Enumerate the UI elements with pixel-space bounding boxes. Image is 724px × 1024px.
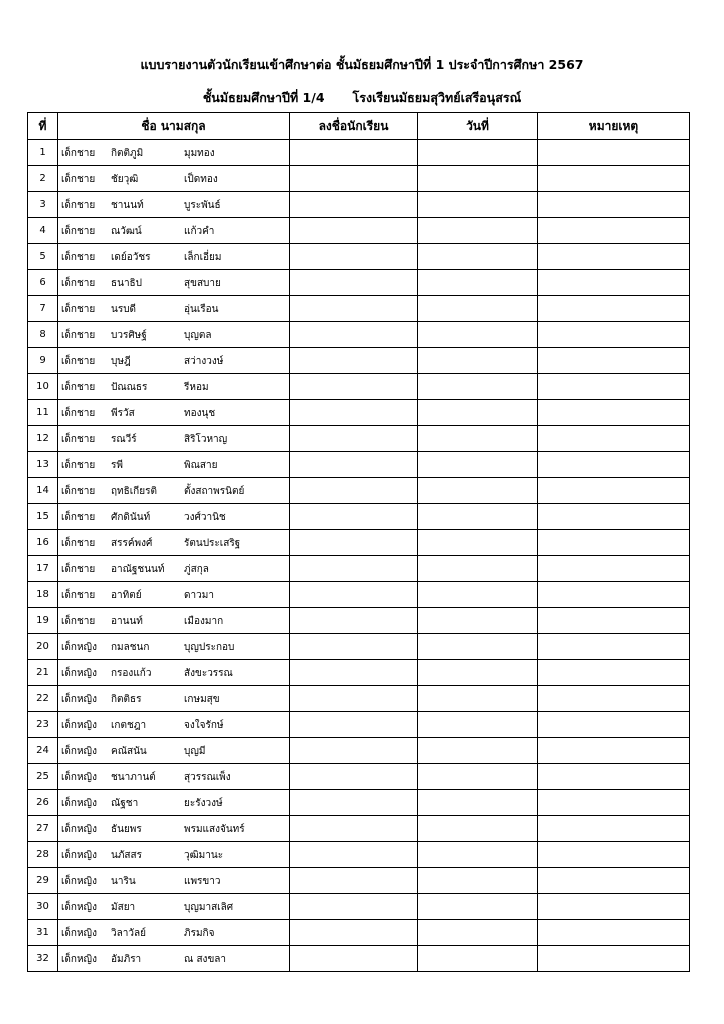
date-cell[interactable] <box>418 764 538 790</box>
date-cell[interactable] <box>418 192 538 218</box>
signature-cell[interactable] <box>290 686 418 712</box>
date-cell[interactable] <box>418 790 538 816</box>
date-cell[interactable] <box>418 946 538 972</box>
date-cell[interactable] <box>418 868 538 894</box>
row-number: 18 <box>28 582 58 608</box>
last-name: สุวรรณเพ็ง <box>184 772 231 783</box>
table-row <box>28 322 690 348</box>
remark-cell[interactable] <box>538 400 690 426</box>
name-prefix: เด็กชาย <box>61 590 96 601</box>
signature-cell[interactable] <box>290 504 418 530</box>
name-prefix: เด็กหญิง <box>61 902 97 913</box>
student-name-cell <box>58 894 290 920</box>
name-prefix: เด็กชาย <box>61 512 96 523</box>
date-cell[interactable] <box>418 348 538 374</box>
first-name: กรองแก้ว <box>111 668 152 679</box>
name-prefix: เด็กหญิง <box>61 876 97 887</box>
student-name-cell <box>58 322 290 348</box>
student-name-cell <box>58 556 290 582</box>
first-name: ชัยวุฒิ <box>111 174 139 185</box>
student-name-cell <box>58 868 290 894</box>
row-number: 30 <box>28 894 58 920</box>
student-name-cell <box>58 218 290 244</box>
last-name: ยะรังวงษ์ <box>184 798 223 809</box>
student-name-cell <box>58 478 290 504</box>
report-subtitle <box>0 88 724 108</box>
student-name-cell <box>58 166 290 192</box>
row-number: 16 <box>28 530 58 556</box>
remark-cell[interactable] <box>538 166 690 192</box>
last-name: อุ่นเรือน <box>184 304 219 315</box>
table-row <box>28 504 690 530</box>
signature-cell[interactable] <box>290 140 418 166</box>
remark-cell[interactable] <box>538 270 690 296</box>
first-name: เดย์อวัชร <box>111 252 151 263</box>
remark-cell[interactable] <box>538 244 690 270</box>
first-name: สรรค์พงศ์ <box>111 538 153 549</box>
remark-cell[interactable] <box>538 608 690 634</box>
signature-cell[interactable] <box>290 426 418 452</box>
table-row <box>28 296 690 322</box>
student-name-cell <box>58 374 290 400</box>
first-name: ชานนท์ <box>111 200 144 211</box>
name-prefix: เด็กหญิง <box>61 954 97 965</box>
last-name: บุญประกอบ <box>184 642 235 653</box>
row-number: 20 <box>28 634 58 660</box>
school-name: โรงเรียนมัธยมสุวิทย์เสรีอนุสรณ์ <box>352 90 522 105</box>
table-row <box>28 660 690 686</box>
remark-cell[interactable] <box>538 920 690 946</box>
first-name: วิลาวัลย์ <box>111 928 146 939</box>
signature-cell[interactable] <box>290 634 418 660</box>
last-name: เกษมสุข <box>184 694 220 705</box>
last-name: ตั้งสถาพรนิตย์ <box>184 486 245 497</box>
table-row <box>28 738 690 764</box>
signature-cell[interactable] <box>290 946 418 972</box>
last-name: ณ สงขลา <box>184 954 227 965</box>
first-name: คณัสนัน <box>111 746 147 757</box>
table-row <box>28 452 690 478</box>
table-row <box>28 920 690 946</box>
signature-cell[interactable] <box>290 816 418 842</box>
table-row <box>28 270 690 296</box>
signature-cell[interactable] <box>290 270 418 296</box>
student-name-cell <box>58 686 290 712</box>
last-name: เมืองมาก <box>184 616 224 627</box>
remark-cell[interactable] <box>538 504 690 530</box>
header-remark: หมายเหตุ <box>538 113 690 140</box>
remark-cell[interactable] <box>538 686 690 712</box>
row-number: 5 <box>28 244 58 270</box>
date-cell[interactable] <box>418 244 538 270</box>
student-name-cell <box>58 608 290 634</box>
remark-cell[interactable] <box>538 322 690 348</box>
student-name-cell <box>58 660 290 686</box>
signature-cell[interactable] <box>290 348 418 374</box>
remark-cell[interactable] <box>538 738 690 764</box>
table-row <box>28 478 690 504</box>
signature-cell[interactable] <box>290 582 418 608</box>
name-prefix: เด็กชาย <box>61 486 96 497</box>
remark-cell[interactable] <box>538 660 690 686</box>
student-name-cell <box>58 400 290 426</box>
last-name: สุขสบาย <box>184 278 221 289</box>
first-name: รณวีร์ <box>111 434 137 445</box>
table-row <box>28 426 690 452</box>
signature-cell[interactable] <box>290 374 418 400</box>
student-name-cell <box>58 842 290 868</box>
table-row <box>28 946 690 972</box>
remark-cell[interactable] <box>538 426 690 452</box>
table-row <box>28 816 690 842</box>
date-cell[interactable] <box>418 894 538 920</box>
name-prefix: เด็กหญิง <box>61 928 97 939</box>
student-name-cell <box>58 582 290 608</box>
student-name-cell <box>58 426 290 452</box>
first-name: นรบดี <box>111 304 137 315</box>
signature-cell[interactable] <box>290 608 418 634</box>
first-name: บวรศิษฐ์ <box>111 330 147 341</box>
date-cell[interactable] <box>418 140 538 166</box>
signature-cell[interactable] <box>290 764 418 790</box>
last-name: มุมทอง <box>184 148 215 159</box>
name-prefix: เด็กหญิง <box>61 720 97 731</box>
row-number: 4 <box>28 218 58 244</box>
signature-cell[interactable] <box>290 842 418 868</box>
name-prefix: เด็กหญิง <box>61 694 97 705</box>
remark-cell[interactable] <box>538 140 690 166</box>
table-row <box>28 764 690 790</box>
name-prefix: เด็กหญิง <box>61 746 97 757</box>
first-name: กมลชนก <box>111 642 150 653</box>
table-row <box>28 192 690 218</box>
table-row <box>28 712 690 738</box>
row-number: 12 <box>28 426 58 452</box>
remark-cell[interactable] <box>538 790 690 816</box>
signature-cell[interactable] <box>290 244 418 270</box>
first-name: บุษฎี <box>111 356 131 367</box>
student-name-cell <box>58 712 290 738</box>
student-name-cell <box>58 192 290 218</box>
row-number: 15 <box>28 504 58 530</box>
remark-cell[interactable] <box>538 582 690 608</box>
remark-cell[interactable] <box>538 556 690 582</box>
first-name: พีรวัส <box>111 408 135 419</box>
student-name-cell <box>58 790 290 816</box>
table-row <box>28 842 690 868</box>
header-no: ที่ <box>28 113 58 140</box>
date-cell[interactable] <box>418 582 538 608</box>
date-cell[interactable] <box>418 218 538 244</box>
remark-cell[interactable] <box>538 348 690 374</box>
row-number: 11 <box>28 400 58 426</box>
table-row <box>28 790 690 816</box>
first-name: นภัสสร <box>111 850 143 861</box>
date-cell[interactable] <box>418 660 538 686</box>
row-number: 14 <box>28 478 58 504</box>
name-prefix: เด็กชาย <box>61 226 96 237</box>
name-prefix: เด็กหญิง <box>61 642 97 653</box>
table-row <box>28 686 690 712</box>
student-name-cell <box>58 738 290 764</box>
signature-cell[interactable] <box>290 790 418 816</box>
last-name: ดาวมา <box>184 590 214 601</box>
report-title: แบบรายงานตัวนักเรียนเข้าศึกษาต่อ ชั้นมัธยมศึกษาปีที่ 1 ประจำปีการศึกษา 2567 <box>140 57 584 72</box>
name-prefix: เด็กชาย <box>61 148 96 159</box>
row-number: 25 <box>28 764 58 790</box>
signature-cell[interactable] <box>290 296 418 322</box>
name-prefix: เด็กชาย <box>61 616 96 627</box>
table-header-row <box>28 113 690 140</box>
first-name: ฤทธิเกียรติ <box>111 486 157 497</box>
last-name: บุญมี <box>184 746 206 757</box>
table-row <box>28 608 690 634</box>
remark-cell[interactable] <box>538 894 690 920</box>
table-row <box>28 556 690 582</box>
last-name: วงศ์วานิช <box>184 512 226 523</box>
signature-cell[interactable] <box>290 478 418 504</box>
last-name: จงใจรักษ์ <box>184 720 224 731</box>
name-prefix: เด็กหญิง <box>61 798 97 809</box>
name-prefix: เด็กชาย <box>61 330 96 341</box>
student-name-cell <box>58 452 290 478</box>
name-prefix: เด็กหญิง <box>61 824 97 835</box>
signature-cell[interactable] <box>290 894 418 920</box>
date-cell[interactable] <box>418 842 538 868</box>
header-name: ชื่อ นามสกุล <box>58 113 290 140</box>
row-number: 31 <box>28 920 58 946</box>
name-prefix: เด็กชาย <box>61 304 96 315</box>
remark-cell[interactable] <box>538 946 690 972</box>
row-number: 22 <box>28 686 58 712</box>
remark-cell[interactable] <box>538 842 690 868</box>
row-number: 32 <box>28 946 58 972</box>
date-cell[interactable] <box>418 556 538 582</box>
date-cell[interactable] <box>418 686 538 712</box>
first-name: รพี <box>111 460 123 471</box>
row-number: 29 <box>28 868 58 894</box>
remark-cell[interactable] <box>538 634 690 660</box>
signature-cell[interactable] <box>290 166 418 192</box>
last-name: บุญตล <box>184 330 212 341</box>
row-number: 27 <box>28 816 58 842</box>
student-name-cell <box>58 530 290 556</box>
last-name: เป็ดทอง <box>184 174 218 185</box>
table-row <box>28 868 690 894</box>
signature-cell[interactable] <box>290 868 418 894</box>
header-date: วันที่ <box>418 113 538 140</box>
first-name: ณัฐชา <box>111 798 139 809</box>
signature-cell[interactable] <box>290 920 418 946</box>
date-cell[interactable] <box>418 530 538 556</box>
first-name: อาณัฐชนนท์ <box>111 564 165 575</box>
row-number: 1 <box>28 140 58 166</box>
row-number: 9 <box>28 348 58 374</box>
date-cell[interactable] <box>418 296 538 322</box>
last-name: เล็กเอี่ยม <box>184 252 222 263</box>
name-prefix: เด็กชาย <box>61 278 96 289</box>
table-row <box>28 400 690 426</box>
row-number: 13 <box>28 452 58 478</box>
header-signature: ลงชื่อนักเรียน <box>290 113 418 140</box>
last-name: สิริโวหาญ <box>184 434 228 445</box>
first-name: อาทิตย์ <box>111 590 142 601</box>
remark-cell[interactable] <box>538 452 690 478</box>
student-name-cell <box>58 816 290 842</box>
first-name: ปัณณธร <box>111 382 148 393</box>
student-name-cell <box>58 920 290 946</box>
signature-cell[interactable] <box>290 530 418 556</box>
student-name-cell <box>58 140 290 166</box>
first-name: อัมภิรา <box>111 954 142 965</box>
name-prefix: เด็กชาย <box>61 356 96 367</box>
date-cell[interactable] <box>418 426 538 452</box>
class-name: ชั้นมัธยมศึกษาปีที่ 1/4 <box>202 90 325 105</box>
first-name: มัสยา <box>111 902 136 913</box>
date-cell[interactable] <box>418 270 538 296</box>
row-number: 6 <box>28 270 58 296</box>
name-prefix: เด็กหญิง <box>61 772 97 783</box>
table-row <box>28 348 690 374</box>
row-number: 8 <box>28 322 58 348</box>
date-cell[interactable] <box>418 452 538 478</box>
first-name: ชนาภานต์ <box>111 772 156 783</box>
last-name: บูระพันธ์ <box>184 200 221 211</box>
student-table <box>27 112 690 972</box>
name-prefix: เด็กชาย <box>61 200 96 211</box>
date-cell[interactable] <box>418 608 538 634</box>
signature-cell[interactable] <box>290 712 418 738</box>
student-name-cell <box>58 270 290 296</box>
first-name: กิตติภูมิ <box>111 148 144 159</box>
first-name: เกตชฎา <box>111 720 147 731</box>
last-name: บุญมาสเลิศ <box>184 902 234 913</box>
first-name: ธันยพร <box>111 824 142 835</box>
name-prefix: เด็กชาย <box>61 434 96 445</box>
table-row <box>28 140 690 166</box>
last-name: ภู่สกุล <box>184 564 209 575</box>
first-name: กิตติธร <box>111 694 142 705</box>
remark-cell[interactable] <box>538 218 690 244</box>
student-name-cell <box>58 348 290 374</box>
signature-cell[interactable] <box>290 192 418 218</box>
table-row <box>28 582 690 608</box>
row-number: 26 <box>28 790 58 816</box>
table-row <box>28 634 690 660</box>
first-name: ธนาธิป <box>111 278 143 289</box>
remark-cell[interactable] <box>538 374 690 400</box>
name-prefix: เด็กชาย <box>61 174 96 185</box>
date-cell[interactable] <box>418 712 538 738</box>
student-name-cell <box>58 296 290 322</box>
table-row <box>28 244 690 270</box>
last-name: พิณสาย <box>184 460 218 471</box>
signature-cell[interactable] <box>290 400 418 426</box>
date-cell[interactable] <box>418 400 538 426</box>
row-number: 19 <box>28 608 58 634</box>
date-cell[interactable] <box>418 166 538 192</box>
name-prefix: เด็กชาย <box>61 382 96 393</box>
date-cell[interactable] <box>418 478 538 504</box>
remark-cell[interactable] <box>538 712 690 738</box>
row-number: 24 <box>28 738 58 764</box>
signature-cell[interactable] <box>290 322 418 348</box>
remark-cell[interactable] <box>538 868 690 894</box>
date-cell[interactable] <box>418 504 538 530</box>
remark-cell[interactable] <box>538 192 690 218</box>
remark-cell[interactable] <box>538 478 690 504</box>
student-name-cell <box>58 946 290 972</box>
last-name: ภิรมกิจ <box>184 928 215 939</box>
student-name-cell <box>58 244 290 270</box>
last-name: รีหอม <box>184 382 209 393</box>
name-prefix: เด็กหญิง <box>61 668 97 679</box>
first-name: อานนท์ <box>111 616 143 627</box>
table-row <box>28 166 690 192</box>
date-cell[interactable] <box>418 920 538 946</box>
signature-cell[interactable] <box>290 738 418 764</box>
first-name: ณวัฒน์ <box>111 226 142 237</box>
row-number: 23 <box>28 712 58 738</box>
student-name-cell <box>58 634 290 660</box>
date-cell[interactable] <box>418 738 538 764</box>
last-name: วุฒิมานะ <box>184 850 224 861</box>
name-prefix: เด็กชาย <box>61 408 96 419</box>
signature-cell[interactable] <box>290 218 418 244</box>
row-number: 10 <box>28 374 58 400</box>
signature-cell[interactable] <box>290 452 418 478</box>
remark-cell[interactable] <box>538 816 690 842</box>
table-row <box>28 530 690 556</box>
last-name: แก้วคำ <box>184 226 215 237</box>
row-number: 28 <box>28 842 58 868</box>
name-prefix: เด็กหญิง <box>61 850 97 861</box>
date-cell[interactable] <box>418 816 538 842</box>
last-name: ทองนุช <box>184 408 216 419</box>
table-row <box>28 218 690 244</box>
table-row <box>28 374 690 400</box>
first-name: ศักดินันท์ <box>111 512 151 523</box>
last-name: สว่างวงษ์ <box>184 356 224 367</box>
name-prefix: เด็กชาย <box>61 252 96 263</box>
last-name: สังขะวรรณ <box>184 668 233 679</box>
remark-cell[interactable] <box>538 764 690 790</box>
student-name-cell <box>58 504 290 530</box>
student-name-cell <box>58 764 290 790</box>
signature-cell[interactable] <box>290 556 418 582</box>
first-name: นาริน <box>111 876 136 887</box>
name-prefix: เด็กชาย <box>61 460 96 471</box>
name-prefix: เด็กชาย <box>61 538 96 549</box>
signature-cell[interactable] <box>290 660 418 686</box>
table-row <box>28 894 690 920</box>
last-name: พรมแสงจันทร์ <box>184 824 245 835</box>
remark-cell[interactable] <box>538 296 690 322</box>
row-number: 17 <box>28 556 58 582</box>
date-cell[interactable] <box>418 374 538 400</box>
row-number: 3 <box>28 192 58 218</box>
date-cell[interactable] <box>418 322 538 348</box>
date-cell[interactable] <box>418 634 538 660</box>
row-number: 2 <box>28 166 58 192</box>
remark-cell[interactable] <box>538 530 690 556</box>
last-name: รัตนประเสริฐ <box>184 538 241 549</box>
last-name: แพรขาว <box>184 876 221 887</box>
row-number: 7 <box>28 296 58 322</box>
row-number: 21 <box>28 660 58 686</box>
name-prefix: เด็กชาย <box>61 564 96 575</box>
